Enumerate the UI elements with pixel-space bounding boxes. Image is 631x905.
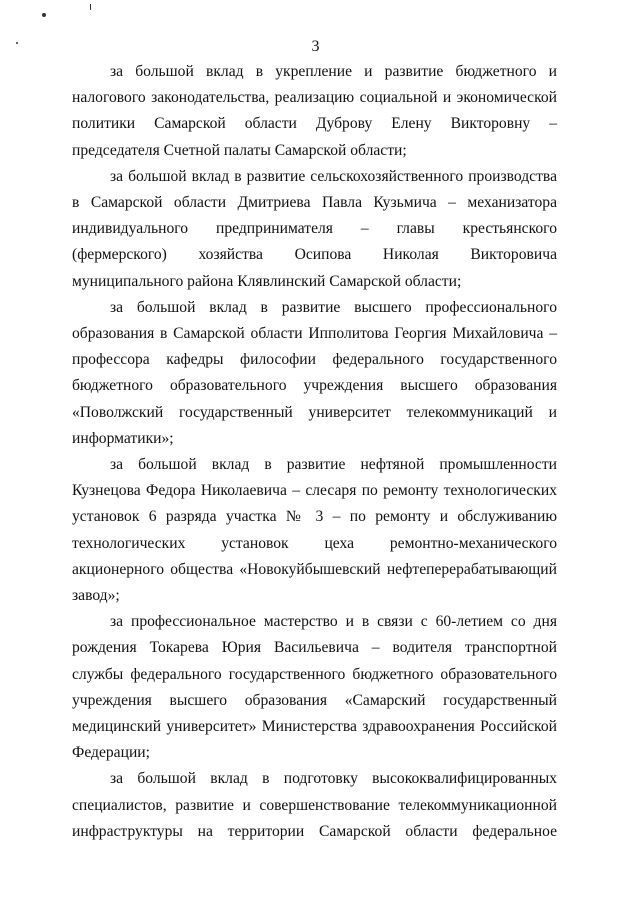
scan-speck [42, 13, 46, 17]
page-number: 3 [311, 38, 320, 55]
award-paragraph: за большой вклад в укрепление и развитие бюджетного и налогового законодательства, реализацию социальной и экономической политики Самарской области Дуброву Елену Викторовну – председателя Счетной палаты Самарской области; [72, 63, 557, 159]
award-paragraph: за большой вклад в подготовку высококвалифицированных специалистов, развитие и совершенствование телекоммуникационной инфраструктуры на территории Самарской области федеральное [72, 770, 557, 840]
scan-speck [90, 4, 91, 10]
award-paragraph: за большой вклад в развитие нефтяной промышленности Кузнецова Федора Николаевича – слесаря по ремонту технологических установок 6 разряда участка № 3 – по ремонту и обслуживанию технологических установок цеха ремонтно-механического акционерного общества «Новокуйбышевский нефтеперерабатывающий завод»; [72, 456, 557, 605]
award-paragraph: за профессиональное мастерство и в связи с 60-летием со дня рождения Токарева Юрия Васильевича – водителя транспортной службы федерального государственного бюджетного образовательного учреждения высшего образования «Самарский государственный медицинский университет» Министерства здравоохранения Российской Федерации; [72, 613, 557, 762]
document-body [72, 59, 557, 845]
award-paragraph: за большой вклад в развитие высшего профессионального образования в Самарской области Ипполитова Георгия Михайловича – профессора кафедры философии федерального государственного бюджетного образовательного учреждения высшего образования «Поволжский государственный университет телекоммуникаций и информатики»; [72, 298, 557, 447]
award-paragraph: за большой вклад в развитие сельскохозяйственного производства в Самарской области Дмитриева Павла Кузьмича – механизатора индивидуального предпринимателя – главы крестьянского (фермерского) хозяйства Осипова Николая Викторовича муниципального района Клявлинский Самарской области; [72, 167, 557, 290]
